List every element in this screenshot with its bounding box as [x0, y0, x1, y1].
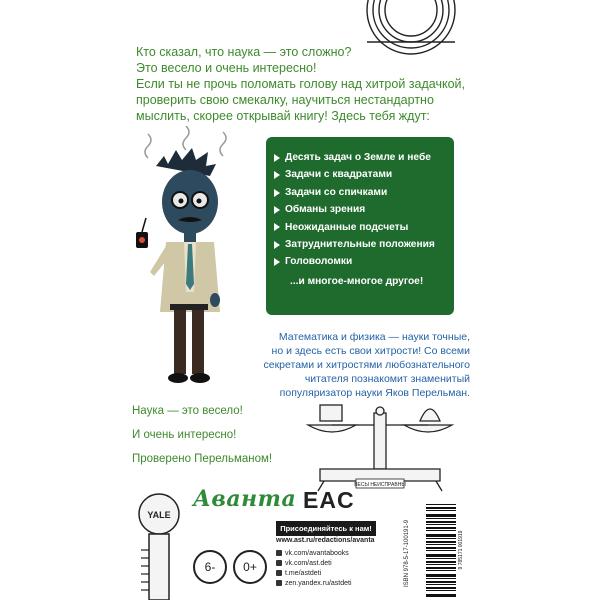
key-illustration [131, 490, 187, 600]
barcode-bar [426, 584, 456, 585]
triangle-bullet-icon [274, 258, 280, 266]
barcode-bar [426, 527, 456, 529]
topic-label: Неожиданные подсчеты [285, 221, 409, 233]
barcode-bar [426, 590, 456, 591]
topic-item [274, 253, 454, 270]
isbn-text: ISBN 978-5-17-100191-9 [404, 519, 410, 587]
slogan: Наука — это весело! [132, 405, 243, 417]
intro-line: мыслить, скорее открывай книгу! Здесь тебя ждут: [136, 109, 430, 123]
balance-scale-illustration [300, 395, 460, 495]
barcode-bar [426, 510, 456, 511]
triangle-bullet-icon [274, 171, 280, 179]
intro-text [136, 44, 466, 124]
slogan: И очень интересно! [132, 429, 237, 441]
barcode-bar [426, 507, 456, 509]
social-link[interactable]: vk.com/ast.deti [276, 558, 352, 568]
intro-line: Кто сказал, что наука — это сложно? [136, 45, 352, 59]
slogans [132, 404, 272, 476]
social-links [276, 548, 352, 588]
topic-item [274, 236, 454, 253]
topic-item [274, 166, 454, 183]
barcode-bar [426, 524, 456, 525]
slogan: Проверено Перельманом! [132, 453, 273, 465]
triangle-bullet-icon [274, 206, 280, 214]
scientist-illustration [128, 126, 248, 390]
barcode-bar [426, 567, 456, 569]
barcode-digits: 9 785171 001919 [458, 530, 464, 570]
description-text [234, 330, 470, 400]
barcode-bar [426, 530, 456, 531]
topics-box [266, 137, 454, 315]
telegram-icon [276, 570, 282, 576]
social-link[interactable]: zen.yandex.ru/astdeti [276, 578, 352, 588]
description-line: но и здесь есть свои хитрости! Со всеми [271, 345, 470, 357]
balance-label: ВЕСЫ НЕИСПРАВНЫ [354, 482, 406, 488]
barcode-bar [426, 538, 456, 539]
barcode-bar [426, 558, 456, 559]
intro-line: Если ты не прочь поломать голову над хитрой задачкой, [136, 77, 465, 91]
barcode-bar [426, 564, 456, 565]
social-link[interactable]: vk.com/avantabooks [276, 548, 352, 558]
barcode-bar [426, 578, 456, 579]
topic-label: Затруднительные положения [285, 239, 435, 251]
topic-item [274, 184, 454, 201]
triangle-bullet-icon [274, 223, 280, 231]
key-label: YALE [147, 510, 171, 520]
topics-list [266, 137, 454, 290]
topic-item [274, 219, 454, 236]
description-line: читателя познакомит знаменитый [304, 373, 470, 385]
topic-label: Обманы зрения [285, 204, 366, 216]
barcode-bar [426, 514, 456, 517]
triangle-bullet-icon [274, 189, 280, 197]
barcode [424, 500, 464, 600]
zen-icon [276, 580, 282, 586]
barcode-bar [426, 544, 456, 545]
age-rating-badge: 0+ [233, 550, 267, 584]
barcode-bar [426, 504, 456, 505]
triangle-bullet-icon [274, 154, 280, 162]
barcode-bar [426, 587, 456, 589]
barcode-bar [426, 541, 456, 543]
social-link[interactable]: t.me/astdeti [276, 568, 352, 578]
intro-line: проверить свою смекалку, научиться нестандартно [136, 93, 434, 107]
topic-label: Задачи со спичками [285, 186, 388, 198]
barcode-bar [426, 534, 456, 537]
barcode-bar [426, 550, 456, 551]
description-line: Математика и физика — науки точные, [278, 331, 470, 343]
barcode-bar [426, 594, 456, 597]
topic-label: Десять задач о Земле и небе [285, 152, 431, 163]
barcode-bar [426, 554, 456, 557]
eac-mark: EAC [303, 487, 355, 513]
barcode-bar [426, 561, 456, 563]
vk-icon [276, 550, 282, 556]
description-line: секретами и хитростями любознательного [263, 359, 470, 371]
vk-icon [276, 560, 282, 566]
topic-item [274, 149, 454, 166]
join-us-label: Присоединяйтесь к нам! [276, 521, 376, 536]
description-line: популяризатор науки Яков Перельман. [279, 387, 470, 399]
barcode-bar [426, 521, 456, 523]
barcode-bar [426, 547, 456, 549]
barcode-bar [426, 574, 456, 577]
topic-item [274, 201, 454, 218]
barcode-bar [426, 570, 456, 571]
triangle-bullet-icon [274, 241, 280, 249]
publisher-logo: Аванта [193, 486, 297, 512]
age-rating-badge: 6- [193, 550, 227, 584]
topic-more: ...и многое-многое другое! [290, 275, 424, 287]
publisher-url[interactable]: www.ast.ru/redactions/avanta [276, 537, 375, 544]
topic-label: Задачи с квадратами [285, 169, 393, 181]
barcode-bar [426, 581, 456, 583]
topic-label: Головоломки [285, 256, 353, 268]
barcode-bar [426, 518, 456, 519]
intro-line: Это весело и очень интересно! [136, 61, 317, 75]
